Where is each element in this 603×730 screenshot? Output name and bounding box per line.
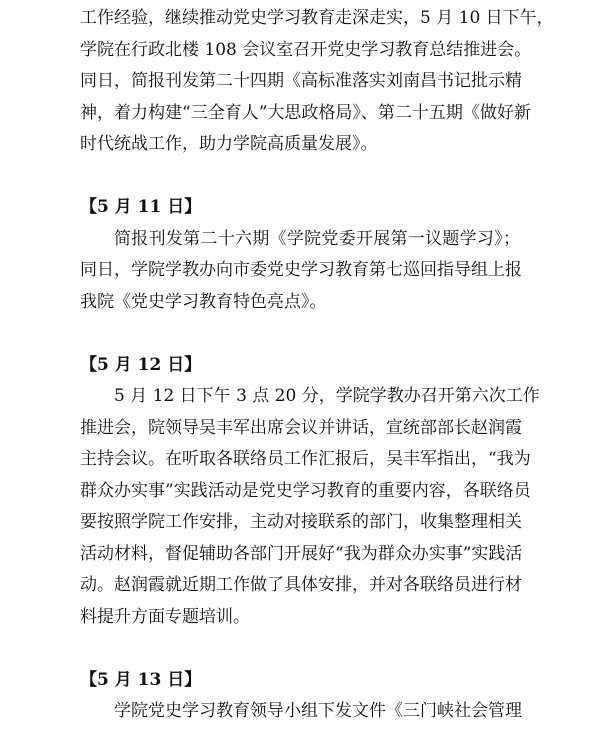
paragraph-line: 神，着力构建“三全育人”大思政格局》、第二十五期《做好新: [80, 102, 531, 123]
date-heading: 【5 月 13 日】: [80, 669, 202, 690]
section-gap: [80, 318, 520, 350]
section-gap: [80, 633, 520, 665]
section-prev: [80, 3, 554, 161]
paragraph-line: 群众办实事”实践活动是党史学习教育的重要内容，各联络员: [80, 480, 531, 501]
paragraph-line: 我院《党史学习教育特色亮点》。: [80, 291, 327, 312]
section-may-13: [80, 665, 520, 728]
date-heading: 【5 月 11 日】: [80, 197, 202, 217]
paragraph-line: 时代统战工作，助力学院高质量发展》。: [80, 134, 378, 154]
section-gap: [80, 161, 520, 193]
paragraph-line: 学院在行政北楼 108 会议室召开党史学习教育总结推进会。: [80, 39, 532, 60]
paragraph-line: 同日，学院学教办向市委党史学习教育第七巡回指导组上报: [80, 260, 522, 280]
paragraph-line: 料提升方面专题培训。: [80, 606, 250, 627]
paragraph-line: 主持会议。在听取各联络员工作汇报后，吴丰军指出，“我为: [80, 449, 531, 469]
paragraph-line: 活动材料，督促辅助各部门开展好“我为群众办实事”实践活: [80, 543, 523, 564]
paragraph-line: 同日，简报刊发第二十四期《高标准落实刘南昌书记批示精: [80, 71, 522, 91]
paragraph-line: 要按照学院工作安排，主动对接联系的部门，收集整理相关: [80, 512, 522, 532]
date-heading: 【5 月 12 日】: [80, 354, 202, 375]
document-page: [80, 3, 554, 728]
paragraph-line: 工作经验，继续推动党史学习教育走深走实，5 月 10 日下午，: [80, 8, 554, 28]
paragraph-line: 简报刊发第二十六期《学院党委开展第一议题学习》；: [114, 228, 520, 249]
paragraph-line: 学院党史学习教育领导小组下发文件《三门峡社会管理: [114, 701, 522, 721]
paragraph-line: 5 月 12 日下午 3 点 20 分，学院学教办召开第六次工作: [114, 386, 540, 406]
section-may-12: [80, 350, 540, 634]
section-may-11: [80, 192, 520, 318]
paragraph-line: 推进会，院领导吴丰军出席会议并讲话，宣统部部长赵润霞: [80, 417, 522, 438]
paragraph-line: 动。赵润霞就近期工作做了具体安排，并对各联络员进行材: [80, 575, 522, 595]
